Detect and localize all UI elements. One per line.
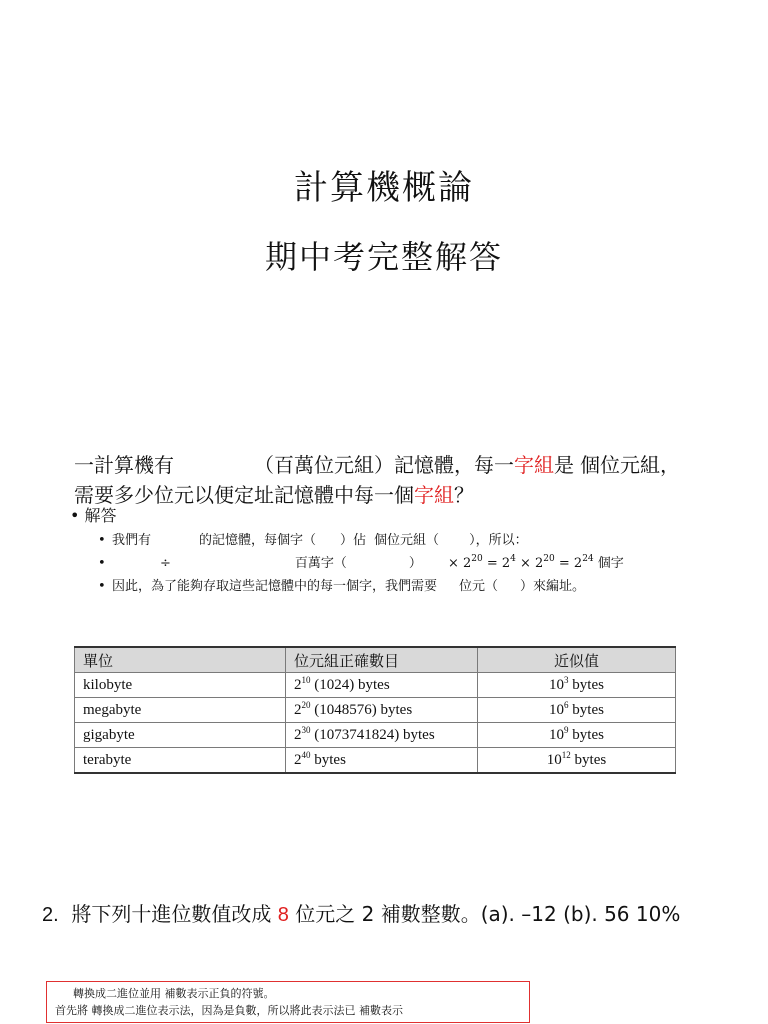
table-header-approx: 近似值	[478, 647, 676, 673]
page-title: 計算機概論	[294, 168, 474, 208]
note-line-1: 轉換成二進位並用 補數表示正負的符號。	[73, 987, 275, 1000]
q1-text: 需要多少位元以便定址記憶體中每一個	[74, 483, 414, 507]
question-2-text: 位元之 2 補數整數。(a). –12 (b). 56 10%	[295, 902, 681, 926]
answer-step-2: • ÷ 百萬字（ ） × $2^{20} = 2^4 \times 2^{20} = 2^{24}$ 個字	[98, 554, 624, 571]
note-line-2: 首先將 轉換成二進位表示法，因為是負數，所以將此表示法已 補數表示	[55, 1004, 403, 1017]
q1-text: ？	[454, 483, 474, 507]
q1-text: （百萬位元組）記憶體，每一	[254, 453, 514, 477]
answer-heading: • 解答	[70, 506, 117, 525]
step-text: ）佔	[340, 533, 367, 548]
step-text: ），所以：	[469, 533, 528, 548]
cell-exact: $2^{20}$ (1048576) bytes	[286, 698, 478, 723]
cell-approx: $10^3$ bytes	[478, 673, 676, 698]
exponent: 24	[582, 554, 594, 564]
cell-exact: $2^{40}$ bytes	[286, 748, 478, 774]
cell-unit: gigabyte	[75, 723, 286, 748]
q1-text: 是	[554, 453, 574, 477]
step-text: 百萬字（	[294, 556, 347, 571]
table-row	[75, 723, 676, 748]
table-header-unit: 單位	[75, 647, 286, 673]
cell-unit: kilobyte	[75, 673, 286, 698]
question-1	[74, 450, 754, 510]
cell-unit: terabyte	[75, 748, 286, 774]
step-text: 個位元組（	[374, 533, 440, 548]
q1-text: 個位元組，	[580, 453, 680, 477]
step-text: ）	[408, 556, 422, 571]
exponent: 20	[543, 554, 555, 564]
step-text: 的記憶體，每個字（	[199, 533, 317, 548]
question-2-number: 2.	[42, 904, 59, 926]
q1-highlight-word: 字組	[514, 453, 554, 477]
step-text: 位元（	[459, 579, 499, 594]
units-table	[74, 646, 676, 774]
step-text: 我們有	[112, 533, 152, 548]
question-2	[42, 898, 680, 927]
answer-step-3: • 因此，為了能夠存取這些記憶體中的每一個字，我們需要 位元（ ）來編址。	[98, 579, 586, 594]
cell-approx: $10^6$ bytes	[478, 698, 676, 723]
table-row	[75, 698, 676, 723]
step-text: 個字	[593, 556, 624, 571]
question-1-line-1	[74, 450, 754, 480]
step-math: × 2	[447, 556, 472, 571]
step-math: × 2	[515, 556, 544, 571]
question-2-text: 將下列十進位數值改成	[71, 902, 272, 926]
q1-highlight-word: 字組	[414, 483, 454, 507]
answer-step-1: • 我們有 的記憶體，每個字（ ）佔 個位元組（ ），所以：	[98, 533, 528, 548]
question-2-highlight: 8	[277, 904, 289, 926]
answer-steps	[98, 529, 624, 598]
q1-text: 一計算機有	[74, 453, 174, 477]
table-row	[75, 673, 676, 698]
step-math: = 2	[482, 556, 511, 571]
cell-exact: $2^{10}$ (1024) bytes	[286, 673, 478, 698]
step-text: ÷	[160, 556, 171, 571]
cell-unit: megabyte	[75, 698, 286, 723]
cell-approx: $10^{12}$ bytes	[478, 748, 676, 774]
cell-approx: $10^9$ bytes	[478, 723, 676, 748]
table-header-row	[75, 647, 676, 673]
answer-note-box	[46, 981, 530, 1023]
table-row	[75, 748, 676, 774]
question-1-line-2	[74, 480, 754, 510]
page-subtitle: 期中考完整解答	[264, 238, 503, 276]
exponent: 20	[471, 554, 483, 564]
step-text: 因此，為了能夠存取這些記憶體中的每一個字，我們需要	[112, 579, 438, 594]
step-math: = 2	[554, 556, 583, 571]
step-text: ）來編址。	[520, 579, 586, 594]
table-header-exact: 位元組正確數目	[286, 647, 478, 673]
cell-exact: $2^{30}$ (1073741824) bytes	[286, 723, 478, 748]
exponent: 4	[510, 554, 516, 564]
